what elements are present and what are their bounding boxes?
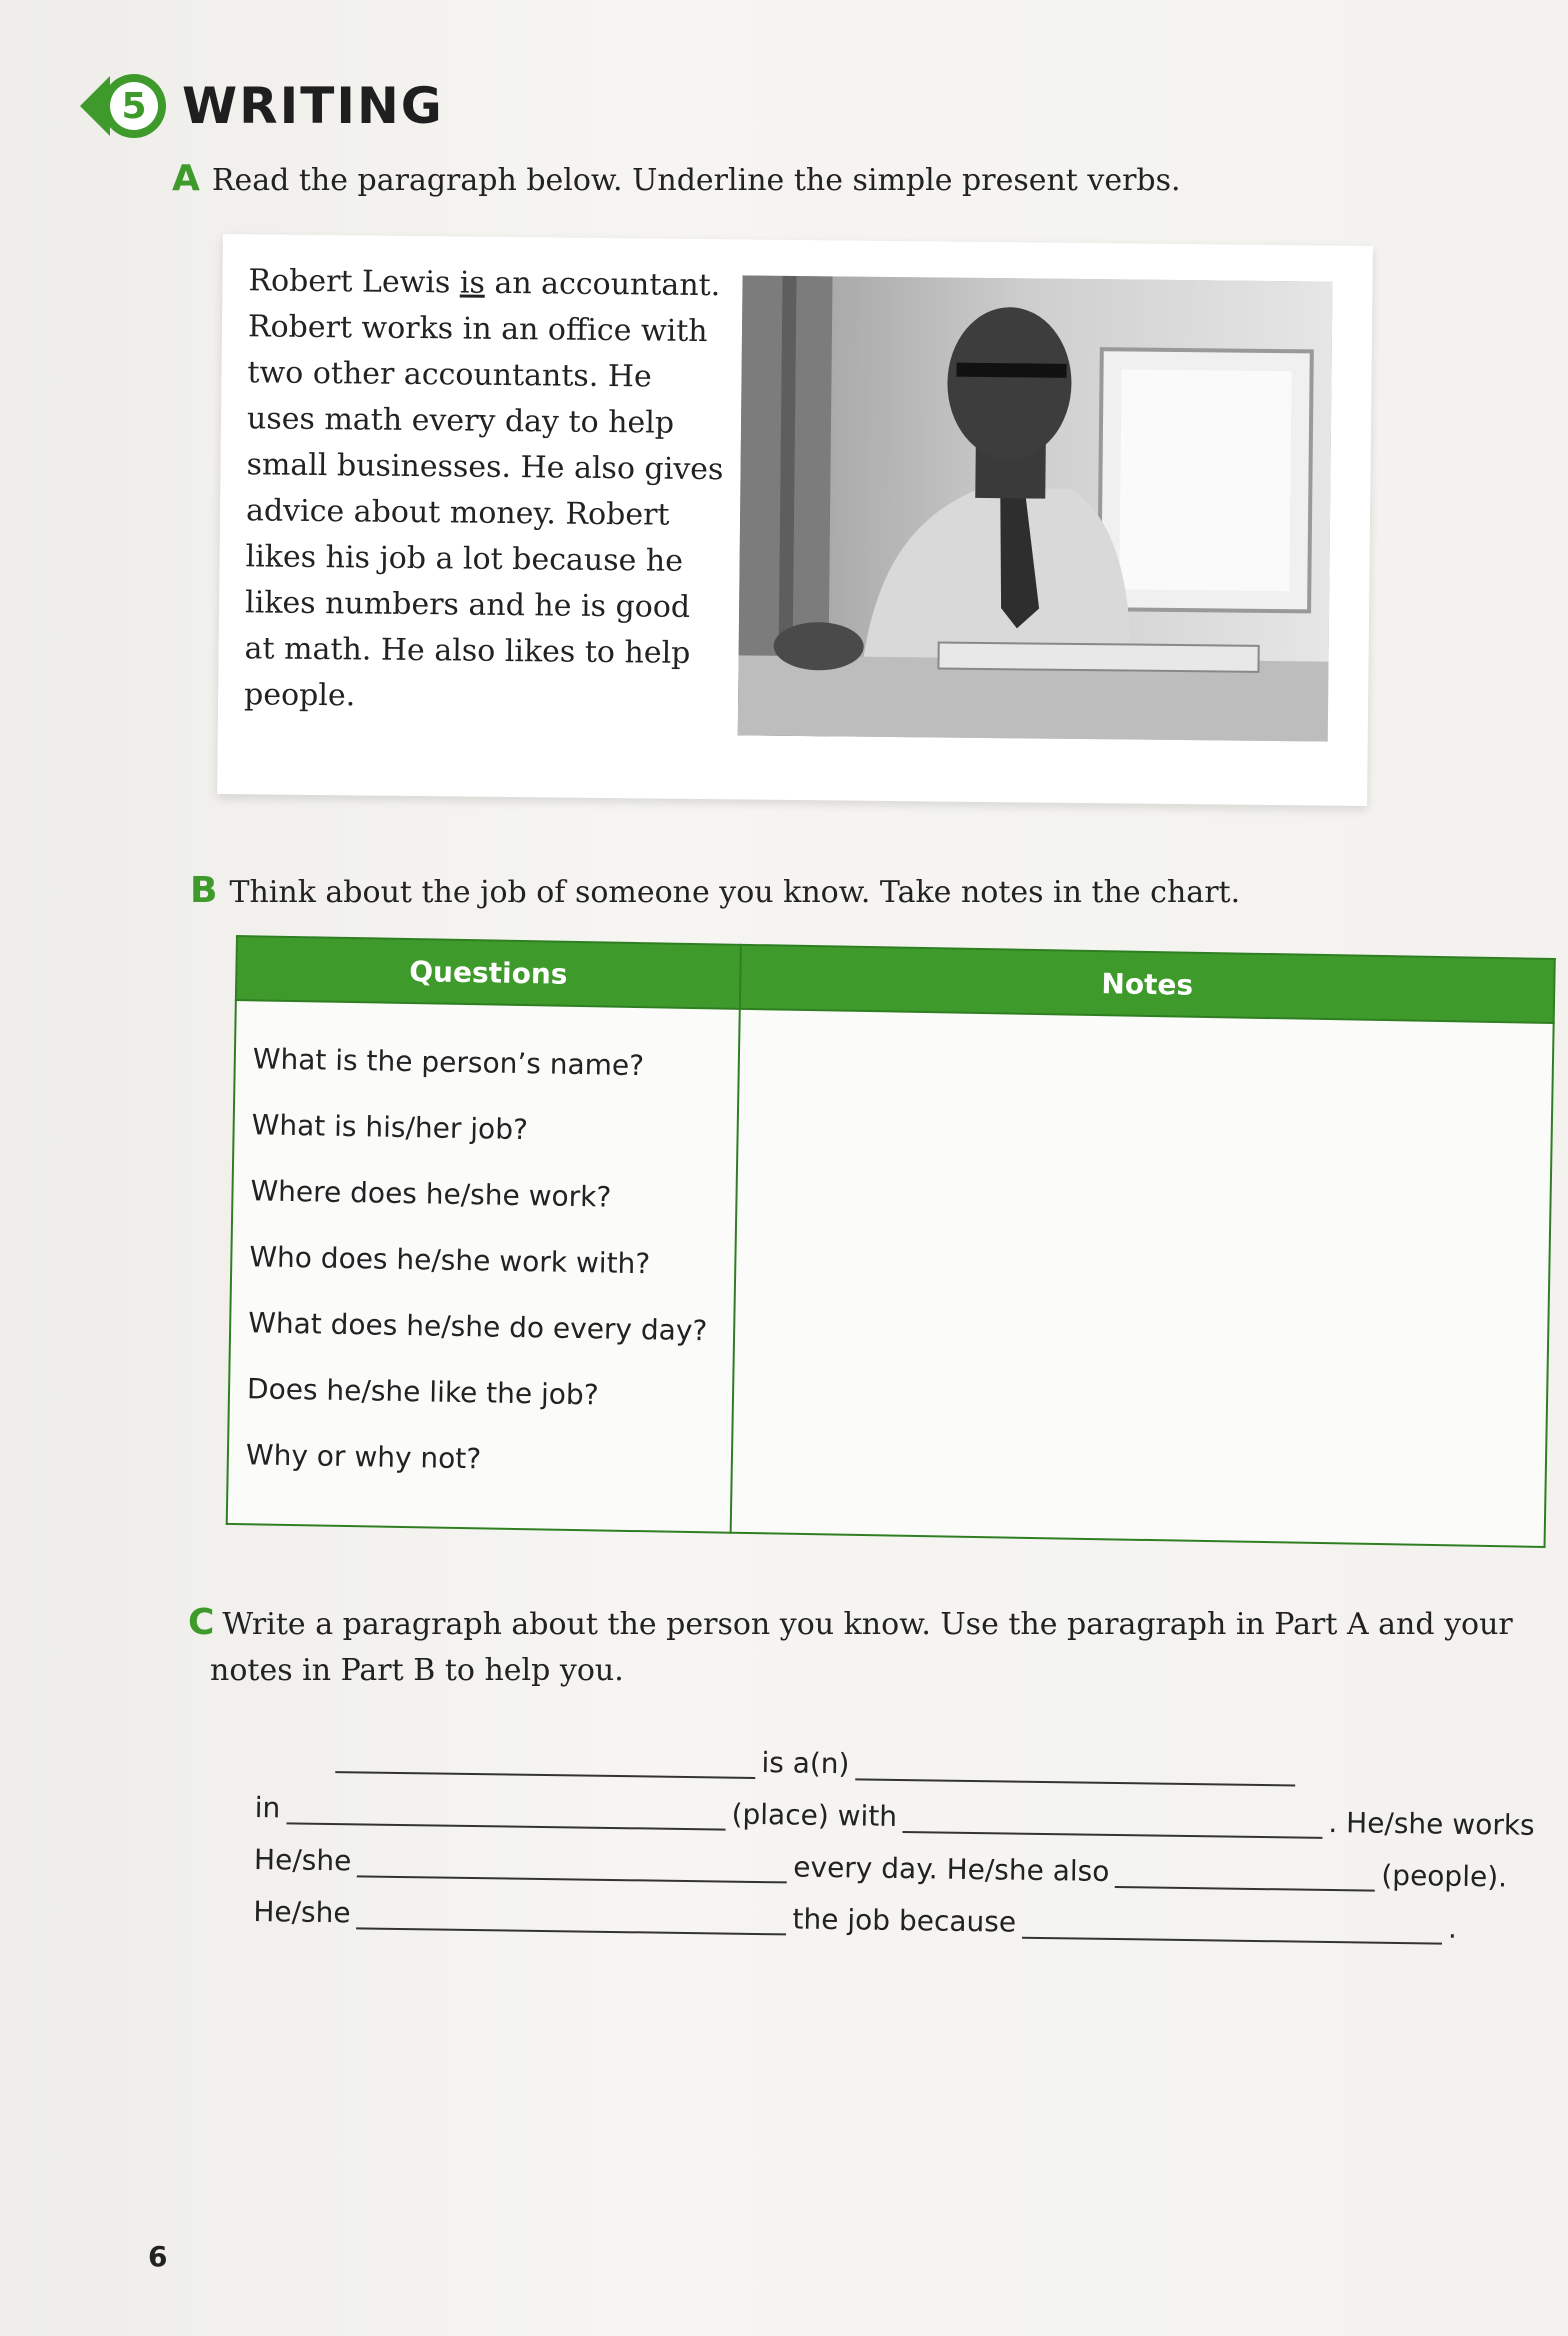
section-title: WRITING [182, 77, 444, 135]
fill-line-3: He/she every day. He/she also (people). [253, 1842, 1508, 1894]
question-item: What does he/she do every day? [247, 1306, 708, 1348]
blank-also[interactable] [1115, 1856, 1375, 1892]
fill-line-2: in (place) with . He/she works [254, 1790, 1535, 1842]
fill-line-4: He/she the job because . [253, 1894, 1458, 1945]
fill-in-paragraph [253, 1720, 1536, 1946]
blank-likes[interactable] [356, 1897, 786, 1935]
question-item: Why or why not? [245, 1438, 482, 1476]
notes-header: Notes [740, 945, 1555, 1023]
part-c-letter: C [188, 1602, 215, 1643]
blank-because[interactable] [1022, 1907, 1442, 1945]
question-item: Where does he/she work? [250, 1174, 612, 1214]
model-paragraph: Robert Lewis is an accountant. Robert works in an office with two other accountants. He uses math every day to help small businesses. He also gives advice about money. Robert likes his job a lot because he likes numbers and he is good at math. He also likes to help people. [243, 263, 724, 714]
page-number: 6 [148, 2240, 168, 2273]
notes-chart [226, 935, 1556, 1548]
fill-line-1: is a(n) [255, 1720, 1536, 1790]
questions-cell [227, 1000, 740, 1533]
section-number: 5 [110, 82, 158, 130]
part-c-instruction-text: Write a paragraph about the person you know. Use the paragraph in Part A and your notes in Part B to help you. [210, 1607, 1513, 1688]
question-item: What is his/her job? [251, 1108, 529, 1147]
part-a-letter: A [172, 158, 200, 199]
section-number-badge [80, 72, 164, 140]
underlined-verb: is [459, 265, 486, 301]
part-c-instruction [188, 1600, 1540, 1694]
part-a-instruction-text: Read the paragraph below. Underline the simple present verbs. [211, 163, 1181, 198]
part-a-instruction [172, 158, 1181, 199]
notes-cell[interactable] [731, 1009, 1554, 1547]
part-b-instruction-text: Think about the job of someone you know. Take notes in the chart. [229, 875, 1241, 910]
accountant-photo [738, 275, 1333, 741]
question-item: What is the person’s name? [252, 1042, 645, 1083]
questions-header: Questions [236, 936, 741, 1009]
part-b-letter: B [190, 870, 218, 911]
model-paragraph-box [217, 234, 1373, 806]
part-b-instruction [190, 870, 1240, 911]
section-header [80, 70, 444, 142]
question-item: Who does he/she work with? [249, 1240, 651, 1281]
question-item: Does he/she like the job? [246, 1372, 599, 1412]
